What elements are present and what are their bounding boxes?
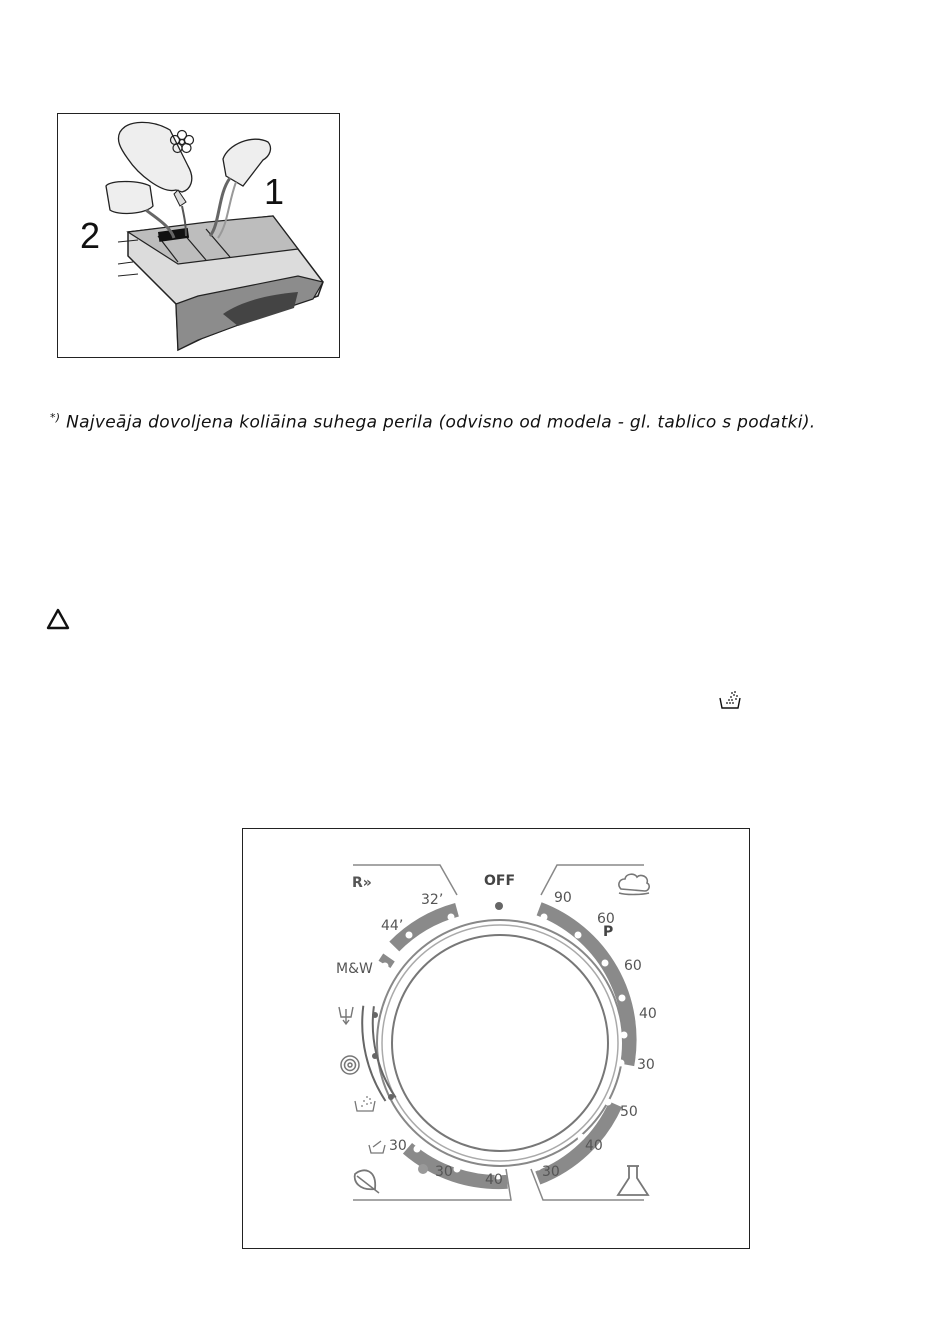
synthetic-beaker-icon: [618, 1166, 648, 1195]
cotton-30-label: 30: [637, 1057, 655, 1073]
dial-rinse-icon: [355, 1096, 375, 1111]
drain-icon: [339, 1007, 353, 1024]
footnote-marker: *): [50, 411, 61, 424]
eco-leaf-icon: [355, 1170, 376, 1189]
synthetic-50-label: 50: [620, 1104, 638, 1120]
cotton-60-label: 60: [624, 958, 642, 974]
compartment-2-label: 2: [80, 215, 101, 256]
synthetic-30-label: 30: [542, 1164, 560, 1180]
cotton-90-label: 90: [554, 890, 572, 906]
synthetic-40-label: 40: [585, 1138, 603, 1154]
cotton-icon: [619, 874, 649, 894]
footnote-text: Najveāja dovoljena koliāina suhega perila (odvisno od modela - gl. tablico s podatki).: [60, 412, 816, 433]
quick-44-label: 44’: [381, 918, 404, 934]
cotton-40-label: 40: [639, 1006, 657, 1022]
spin-icon: [341, 1056, 359, 1074]
off-label: OFF: [484, 873, 516, 889]
dial-outer-ring: [377, 920, 623, 1166]
wool-30-label: 30: [435, 1164, 453, 1180]
hand-30-label: 30: [389, 1138, 407, 1154]
quick-program-icon: R»: [352, 875, 372, 891]
off-indicator-dot: [495, 902, 503, 910]
hand-wash-icon: [369, 1145, 385, 1153]
mw-label: M&W: [336, 961, 373, 977]
cotton-60p-label: 60: [597, 911, 615, 927]
quick-32-label: 32’: [421, 892, 444, 908]
rinse-spray-icon: [718, 690, 742, 710]
detergent-dispenser-illustration: [57, 113, 340, 358]
program-selector-dial-figure: [242, 828, 750, 1249]
compartment-1-label: 1: [264, 171, 285, 212]
quick-segment: [394, 910, 457, 947]
eco-40-label: 40: [485, 1172, 503, 1188]
cotton-p-label: P: [603, 924, 614, 940]
wool-icon: [418, 1164, 428, 1174]
warning-triangle-icon: [46, 608, 70, 630]
footnote: [50, 408, 850, 433]
dial-knob: [392, 935, 608, 1151]
detergent-cup-2: [106, 182, 153, 214]
